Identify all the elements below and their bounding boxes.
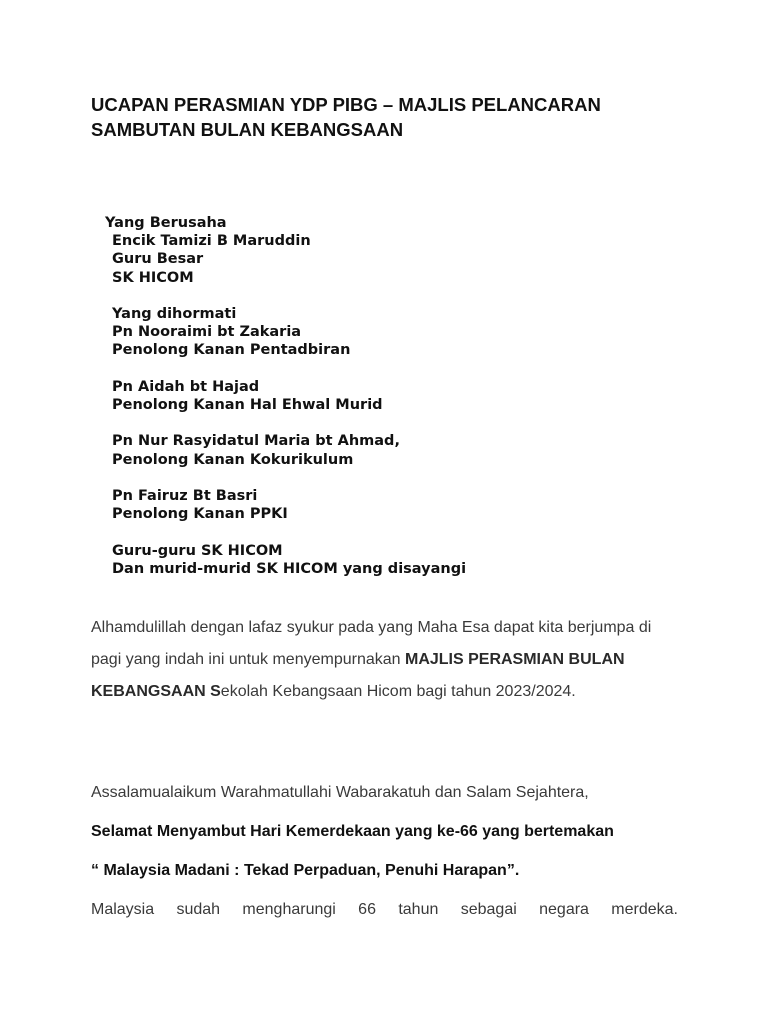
theme-quote: “ Malaysia Madani : Tekad Perpaduan, Penuhi Harapan”.	[91, 862, 520, 879]
salutation-line: Penolong Kanan Kokurikulum	[112, 451, 354, 468]
salutation-line: SK HICOM	[112, 269, 194, 286]
salutation-block	[105, 214, 466, 578]
independence-greeting: Selamat Menyambut Hari Kemerdekaan yang ke-66 yang bertemakan	[91, 823, 614, 840]
body-paragraph: Malaysia sudah mengharungi 66 tahun sebagai negara merdeka.	[91, 901, 678, 918]
salutation-line: Penolong Kanan Pentadbiran	[112, 342, 351, 359]
salutation-line: Yang dihormati	[112, 306, 237, 322]
salutation-line: Yang Berusaha	[105, 215, 227, 231]
opening-text-a: Alhamdulillah dengan lafaz syukur pada yang Maha Esa dapat kita berjumpa di pagi yang indah ini untuk menyempurnakan	[91, 619, 652, 668]
salutation-line: Pn Nur Rasyidatul Maria bt Ahmad,	[112, 433, 400, 450]
salutation-line: Pn Fairuz Bt Basri	[112, 487, 258, 504]
opening-text-b: ekolah Kebangsaan Hicom bagi tahun 2023/2024.	[220, 683, 576, 700]
salutation-line: Penolong Kanan PPKI	[112, 506, 288, 523]
page-title	[91, 92, 691, 142]
salutation-line: Pn Aidah bt Hajad	[112, 378, 260, 395]
salutation-line: Guru-guru SK HICOM	[112, 542, 283, 559]
salutation-line: Encik Tamizi B Maruddin	[112, 233, 311, 250]
salutation-line: Pn Nooraimi bt Zakaria	[112, 324, 302, 341]
salutation-line: Guru Besar	[112, 251, 204, 268]
salutation-line: Penolong Kanan Hal Ehwal Murid	[112, 397, 383, 413]
event-name-bold: MAJLIS PERASMIAN BULAN KEBANGSAAN S	[91, 651, 625, 700]
salutation-line: Dan murid-murid SK HICOM yang disayangi	[112, 560, 467, 577]
title-line-1: UCAPAN PERASMIAN YDP PIBG – MAJLIS PELANCARAN	[91, 94, 601, 115]
opening-paragraph	[91, 612, 678, 708]
greeting-paragraph: Assalamualaikum Warahmatullahi Wabarakatuh dan Salam Sejahtera,	[91, 784, 589, 801]
title-line-2: SAMBUTAN BULAN KEBANGSAAN	[91, 119, 404, 140]
